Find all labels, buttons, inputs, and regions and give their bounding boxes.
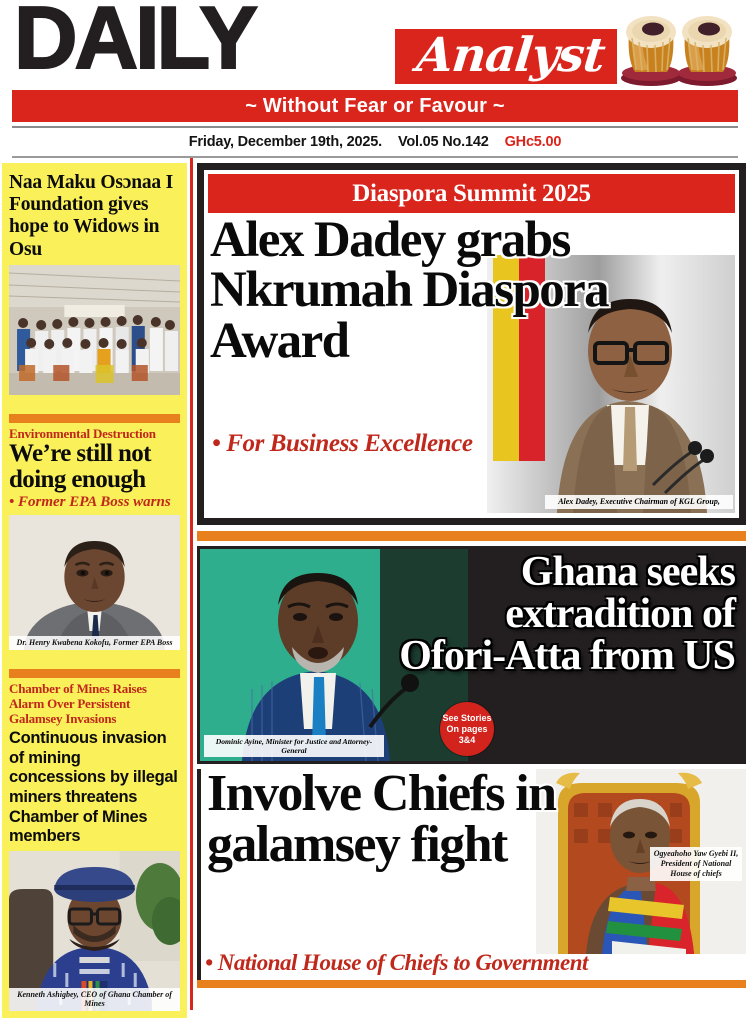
group-photo-widows-foundation bbox=[9, 265, 180, 395]
masthead-tagline: ~ Without Fear or Favour ~ bbox=[245, 95, 505, 117]
front-page-body bbox=[0, 158, 750, 1010]
third-left-rule bbox=[197, 769, 201, 980]
lead-body bbox=[208, 213, 735, 513]
sidebar-divider-rule bbox=[190, 158, 193, 1010]
masthead-title-daily: DAILY bbox=[14, 0, 255, 87]
sidebar-photo-2 bbox=[9, 515, 180, 650]
sidebar-kicker-2: Environmental Destruction bbox=[9, 425, 156, 441]
second-headline: Ghana seeks extradition of Ofori-Atta from US bbox=[399, 549, 735, 679]
sidebar-photo-1 bbox=[9, 265, 180, 395]
sidebar-story-epa-boss[interactable] bbox=[2, 402, 187, 657]
third-subhead: • National House of Chiefs to Government bbox=[205, 950, 588, 975]
sidebar-column bbox=[0, 158, 197, 1010]
masthead-title-analyst: Analyst bbox=[413, 28, 608, 83]
sidebar-headline-2: We’re still not doing enough bbox=[9, 439, 151, 493]
second-story[interactable] bbox=[197, 546, 746, 764]
third-story[interactable] bbox=[197, 769, 746, 988]
sidebar-story-chamber-of-mines[interactable] bbox=[2, 657, 187, 1018]
main-column bbox=[197, 158, 750, 1010]
lead-caption: Alex Dadey, Executive Chairman of KGL Group, bbox=[545, 495, 733, 509]
lead-kicker: Diaspora Summit 2025 bbox=[208, 174, 735, 213]
sidebar-orange-bar-2 bbox=[9, 669, 180, 678]
sidebar-headline-1: Naa Maku Osɔnaa I Foundation gives hope to Widows in Osu bbox=[9, 172, 173, 260]
dateline-price: GHc5.00 bbox=[504, 134, 562, 150]
dateline-volume: Vol.05 No.142 bbox=[397, 134, 489, 150]
dateline-date: Friday, December 19th, 2025. bbox=[188, 134, 382, 150]
sidebar-story-widows-foundation[interactable] bbox=[2, 163, 187, 402]
lead-subhead: • For Business Excellence bbox=[212, 430, 473, 457]
third-caption: Ogyeahoho Yaw Gyebi II, President of National House of chiefs bbox=[650, 847, 742, 881]
portrait-henry-kwabena-kokofu bbox=[9, 515, 180, 650]
dateline bbox=[0, 128, 750, 156]
lead-story[interactable] bbox=[197, 163, 746, 525]
divider-orange-bottom bbox=[197, 980, 746, 988]
masthead-tagline-bar bbox=[12, 90, 738, 122]
lead-headline: Alex Dadey grabs Nkrumah Diaspora Award bbox=[210, 212, 609, 369]
sidebar-kicker-3: Chamber of Mines Raises Alarm Over Persistent Galamsey Invasions bbox=[9, 680, 147, 727]
sidebar-headline-3: Continuous invasion of mining concessions by illegal miners threatens Chamber of Mines members bbox=[9, 729, 178, 846]
tabla-drums-icon bbox=[615, 2, 743, 88]
see-stories-badge[interactable]: See Stories On pages 3&4 bbox=[440, 702, 494, 756]
sidebar-caption-2: Dr. Henry Kwabena Kokofu, Former EPA Boss bbox=[9, 636, 180, 650]
divider-orange-1 bbox=[197, 531, 746, 541]
third-headline: Involve Chiefs in galamsey fight bbox=[207, 769, 556, 873]
sidebar-orange-bar-1 bbox=[9, 414, 180, 423]
second-caption: Dominic Ayine, Minister for Justice and Attorney-General bbox=[204, 735, 384, 757]
sidebar-caption-3: Kenneth Ashigbey, CEO of Ghana Chamber of Mines bbox=[9, 988, 180, 1011]
masthead bbox=[0, 0, 750, 88]
sidebar-subhead-2: • Former EPA Boss warns bbox=[9, 494, 171, 511]
sidebar-photo-3 bbox=[9, 851, 180, 1011]
